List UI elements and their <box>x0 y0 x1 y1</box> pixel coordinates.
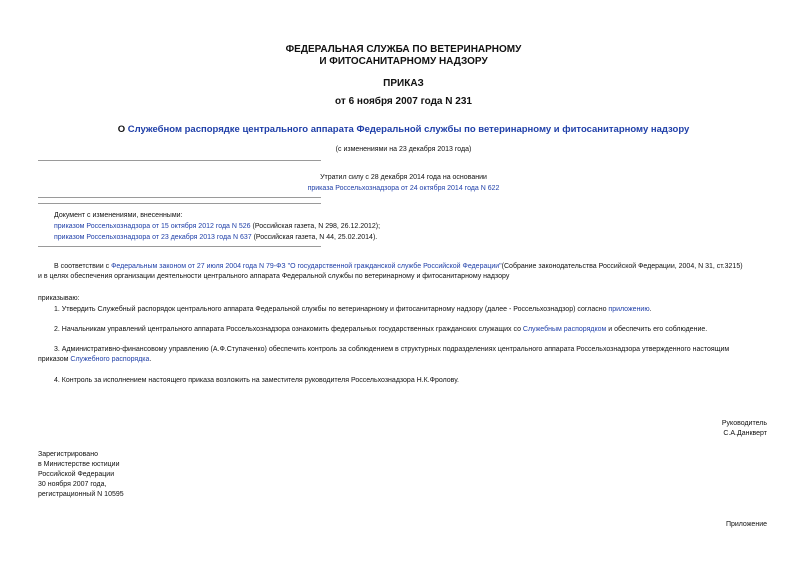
separator-line <box>38 246 321 247</box>
service-schedule-link[interactable]: Служебным распорядком <box>522 326 607 333</box>
title-link[interactable]: Служебном распорядке центрального аппарата Федеральной службы по ветеринарному и фитосанитарному надзору <box>127 124 690 135</box>
agency-name-line1: ФЕДЕРАЛЬНАЯ СЛУЖБА ПО ВЕТЕРИНАРНОМУ <box>285 44 522 55</box>
order-item-3-line-1: 3. Административно-финансовому управлению (А.Ф.Ступаченко) обеспечить контроль за соблюдением в структурных подразделениях центрального аппарата Россельхознадзора утвержденного настоящим <box>54 346 730 353</box>
order-item-1 <box>54 305 652 315</box>
item-text: и обеспечить его соблюдение. <box>606 326 708 333</box>
registration-line-4: 30 ноября 2007 года, <box>38 481 107 488</box>
amendment-item-1 <box>54 221 380 232</box>
agency-name-line2: И ФИТОСАНИТАРНОМУ НАДЗОРУ <box>319 56 488 67</box>
order-word: приказываю: <box>38 295 80 302</box>
document-type: ПРИКАЗ <box>383 78 424 89</box>
item-text: . <box>649 306 652 313</box>
preamble-line-1 <box>54 262 774 272</box>
signatory-name: С.А.Данкверт <box>723 430 767 437</box>
preamble-text: В соответствии с <box>54 263 112 270</box>
repeal-line: Утратил силу с 28 декабря 2014 года на основании <box>320 174 487 181</box>
amendment-source-1: (Российская газета, N 298, 26.12.2012); <box>250 223 381 230</box>
document-title <box>0 124 807 135</box>
item-text: 2. Начальникам управлений центрального аппарата Россельхознадзора ознакомить федеральных государственных гражданских служащих со <box>54 326 523 333</box>
registration-line-1: Зарегистрировано <box>38 451 98 458</box>
appendix-label: Приложение <box>725 521 767 528</box>
repeal-link-line <box>0 183 807 194</box>
preamble-text: (Собрание законодательства Российской Федерации, 2004, N 31, ст.3215) <box>501 263 743 270</box>
registration-line-5: регистрационный N 10595 <box>38 491 124 498</box>
document-date: от 6 ноября 2007 года N 231 <box>335 96 472 107</box>
order-item-3-line-2 <box>38 355 151 365</box>
registration-line-3: Российской Федерации <box>38 471 115 478</box>
amendment-link-1[interactable]: приказом Россельхознадзора от 15 октября 2012 года N 526 <box>54 223 251 230</box>
separator-line <box>38 160 321 161</box>
federal-law-link[interactable]: Федеральным законом от 27 июля 2004 года N 79-ФЗ "О государственной гражданской службе Российской Федерации" <box>111 263 502 270</box>
amendment-item-2 <box>54 232 377 243</box>
registration-line-2: в Министерстве юстиции <box>38 461 120 468</box>
service-schedule-link-2[interactable]: Служебного распорядка <box>70 356 150 363</box>
amendment-note: (с изменениями на 23 декабря 2013 года) <box>335 146 472 153</box>
item-text: приказом <box>38 356 71 363</box>
separator-line <box>38 203 321 204</box>
item-text: . <box>149 356 152 363</box>
amendment-source-2: (Российская газета, N 44, 25.02.2014). <box>251 234 378 241</box>
preamble-line-2: и в целях обеспечения организации деятельности центрального аппарата Федеральной службы по ветеринарному и фитосанитарному надзору <box>38 273 510 280</box>
order-item-4: 4. Контроль за исполнением настоящего приказа возложить на заместителя руководителя Россельхознадзора Н.К.Фролову. <box>54 377 459 384</box>
order-item-2 <box>54 325 707 335</box>
title-prefix: О <box>117 124 128 135</box>
repeal-order-link[interactable]: приказа Россельхознадзора от 24 октября 2014 года N 622 <box>307 185 500 192</box>
amendment-link-2[interactable]: приказом Россельхознадзора от 23 декабря 2013 года N 637 <box>54 234 252 241</box>
appendix-link[interactable]: приложению <box>608 306 650 313</box>
item-text: 1. Утвердить Служебный распорядок центрального аппарата Федеральной службы по ветеринарному и фитосанитарному надзору (далее - Россельхознадзор) согласно <box>54 306 609 313</box>
signatory-role: Руководитель <box>721 420 767 427</box>
amendments-heading: Документ с изменениями, внесенными: <box>54 212 183 219</box>
separator-line <box>38 197 321 198</box>
